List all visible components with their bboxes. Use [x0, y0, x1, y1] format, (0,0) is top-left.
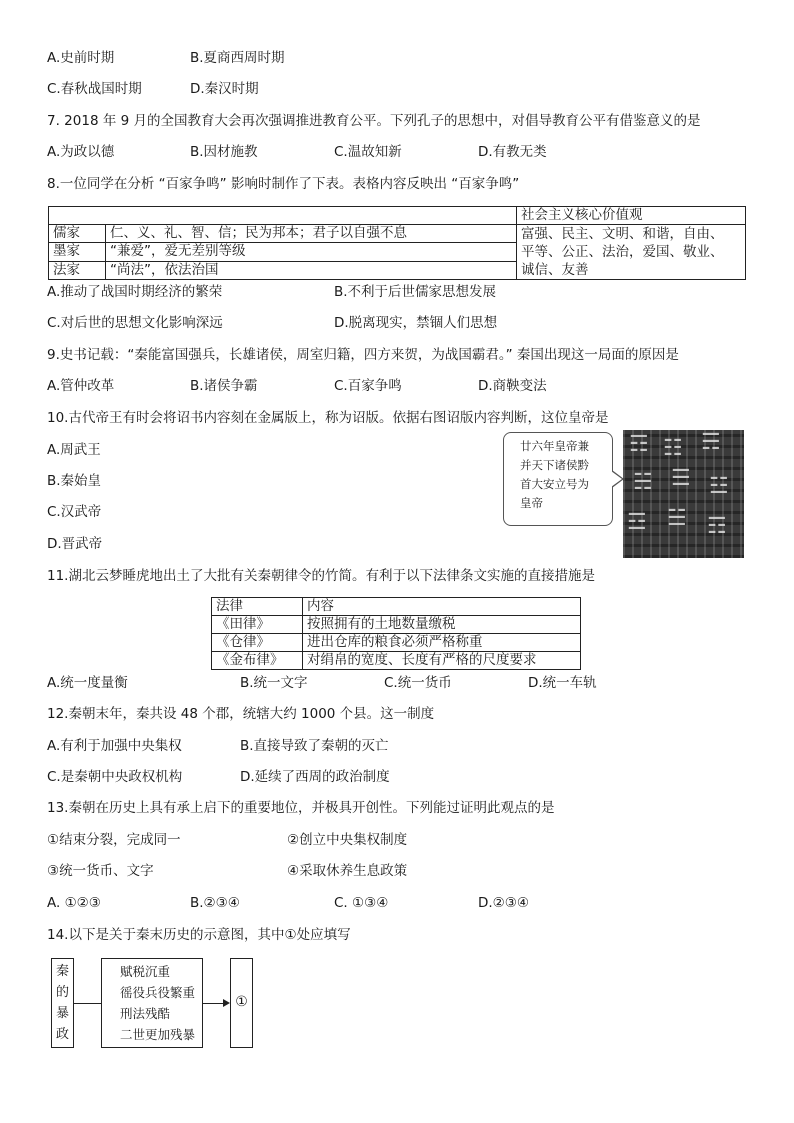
q11-option-d[interactable]: D.统一车轨 [528, 675, 597, 691]
q8-stem: 8.一位同学在分析 “百家争鸣” 影响时制作了下表。表格内容反映出 “百家争鸣” [47, 176, 520, 192]
q6-option-a[interactable]: A.史前时期 [47, 50, 115, 66]
school-cell: 法家 [49, 261, 106, 279]
q12-option-c[interactable]: C.是秦朝中央政权机构 [47, 769, 183, 785]
table-row [212, 598, 581, 616]
q13-option-a[interactable]: A. ①②③ [47, 895, 101, 911]
q13-option-c[interactable]: C. ①③④ [334, 895, 389, 911]
answer-blank-label: ① [235, 994, 248, 1010]
q7-option-a[interactable]: A.为政以德 [47, 144, 115, 160]
q7-option-c[interactable]: C.温故知新 [334, 144, 402, 160]
q8-table [48, 206, 746, 280]
table-header: 法律 [212, 598, 303, 616]
q8-option-b[interactable]: B.不利于后世儒家思想发展 [334, 284, 497, 300]
q7-stem: 7. 2018 年 9 月的全国教育大会再次强调推进教育公平。下列孔子的思想中，对倡导教育公平有借鉴意义的是 [47, 113, 701, 129]
q10-option-d[interactable]: D.晋武帝 [47, 536, 103, 552]
left-char: 政 [55, 1027, 69, 1042]
q8-option-d[interactable]: D.脱离现实，禁锢人们思想 [334, 315, 498, 331]
q12-option-d[interactable]: D.延续了西周的政治制度 [240, 769, 390, 785]
q9-option-d[interactable]: D.商鞅变法 [478, 378, 547, 394]
content-cell: “兼爱”，爱无差别等级 [106, 243, 517, 261]
q9-option-a[interactable]: A.管仲改革 [47, 378, 115, 394]
q8-option-c[interactable]: C.对后世的思想文化影响深远 [47, 315, 223, 331]
q13-stem: 13.秦朝在历史上具有承上启下的重要地位，并极具开创性。下列能过证明此观点的是 [47, 800, 555, 816]
right-content-line: 平等、公正、法治，爱国、敬业、 [521, 244, 724, 260]
q7-option-d[interactable]: D.有教无类 [478, 144, 547, 160]
connector-line [74, 1003, 101, 1004]
q11-option-c[interactable]: C.统一货币 [384, 675, 452, 691]
q13-item-2: ②创立中央集权制度 [287, 832, 408, 848]
q12-stem: 12.秦朝末年，秦共设 48 个郡，统辖大约 1000 个县。这一制度 [47, 706, 435, 722]
law-cell: 《仓律》 [212, 634, 303, 652]
bronze-edict-plate-image: ☶ ☷ ☴ ☵ ☰ ☳ ☲ ☱ ☶ [623, 430, 744, 558]
right-content-line: 诚信、友善 [521, 262, 589, 278]
law-cell: 《田律》 [212, 616, 303, 634]
qin-tyranny-box [51, 958, 74, 1048]
tyranny-details-box [101, 958, 203, 1048]
table-row [49, 207, 746, 225]
q8-option-a[interactable]: A.推动了战国时期经济的繁荣 [47, 284, 223, 300]
school-cell: 墨家 [49, 243, 106, 261]
bubble-line: 首大安立号为 [520, 477, 589, 491]
school-cell: 儒家 [49, 225, 106, 243]
q9-option-b[interactable]: B.诸侯争霸 [190, 378, 258, 394]
empty-header-cell [49, 207, 517, 225]
q9-stem: 9.史书记载：“秦能富国强兵，长雄诸侯，周室归籍，四方来贺，为战国霸君。” 秦国出现这一局面的原因是 [47, 347, 679, 363]
right-content-cell [517, 225, 746, 280]
q14-stem: 14.以下是关于秦末历史的示意图，其中①处应填写 [47, 927, 351, 943]
q13-option-b[interactable]: B.②③④ [190, 895, 240, 911]
q6-option-b[interactable]: B.夏商西周时期 [190, 50, 285, 66]
q10-option-c[interactable]: C.汉武帝 [47, 504, 102, 520]
bubble-line: 廿六年皇帝兼 [520, 439, 589, 453]
q13-item-3: ③统一货币、文字 [47, 863, 154, 879]
table-header: 内容 [303, 598, 581, 616]
q11-table [211, 597, 581, 670]
detail-item: 赋税沉重 [120, 964, 171, 979]
q13-option-d[interactable]: D.②③④ [478, 895, 529, 911]
q13-item-4: ④采取休养生息政策 [287, 863, 408, 879]
q11-option-b[interactable]: B.统一文字 [240, 675, 308, 691]
q9-option-c[interactable]: C.百家争鸣 [334, 378, 402, 394]
q10-stem: 10.古代帝王有时会将诏书内容刻在金属版上，称为诏版。依据右图诏版内容判断，这位皇帝是 [47, 410, 609, 426]
content-cell: 仁、义、礼、智、信；民为邦本；君子以自强不息 [106, 225, 517, 243]
table-row [212, 652, 581, 670]
edict-speech-bubble [503, 432, 613, 526]
q13-item-1: ①结束分裂，完成同一 [47, 832, 181, 848]
q10-option-b[interactable]: B.秦始皇 [47, 473, 102, 489]
content-cell: 对绢帛的宽度、长度有严格的尺度要求 [303, 652, 581, 670]
content-cell: 按照拥有的土地数量缴税 [303, 616, 581, 634]
detail-item: 刑法残酷 [120, 1006, 171, 1021]
table-row [49, 225, 746, 243]
left-char: 秦 [55, 964, 69, 979]
law-cell: 《金布律》 [212, 652, 303, 670]
detail-item: 二世更加残暴 [120, 1027, 196, 1042]
q6-option-c[interactable]: C.春秋战国时期 [47, 81, 142, 97]
q10-option-a[interactable]: A.周武王 [47, 442, 101, 458]
arrow-line [203, 1003, 225, 1004]
q7-option-b[interactable]: B.因材施教 [190, 144, 258, 160]
q11-option-a[interactable]: A.统一度量衡 [47, 675, 128, 691]
table-row [212, 616, 581, 634]
q6-option-d[interactable]: D.秦汉时期 [190, 81, 259, 97]
bubble-line: 皇帝 [520, 496, 543, 510]
arrow-head-icon [223, 999, 230, 1007]
bubble-tail-fill [611, 471, 622, 487]
right-header: 社会主义核心价值观 [517, 207, 746, 225]
left-char: 暴 [55, 1006, 69, 1021]
q11-stem: 11.湖北云梦睡虎地出土了大批有关秦朝律令的竹简。有利于以下法律条文实施的直接措施是 [47, 568, 595, 584]
content-cell: 进出仓库的粮食必须严格称重 [303, 634, 581, 652]
content-cell: “尚法”，依法治国 [106, 261, 517, 279]
bubble-line: 并天下诸侯黔 [520, 458, 589, 472]
table-row [212, 634, 581, 652]
left-char: 的 [55, 985, 69, 1000]
q12-option-b[interactable]: B.直接导致了秦朝的灭亡 [240, 738, 389, 754]
detail-item: 徭役兵役繁重 [120, 985, 196, 1000]
right-content-line: 富强、民主、文明、和谐，自由、 [521, 226, 724, 242]
q12-option-a[interactable]: A.有利于加强中央集权 [47, 738, 182, 754]
answer-blank-box [230, 958, 253, 1048]
